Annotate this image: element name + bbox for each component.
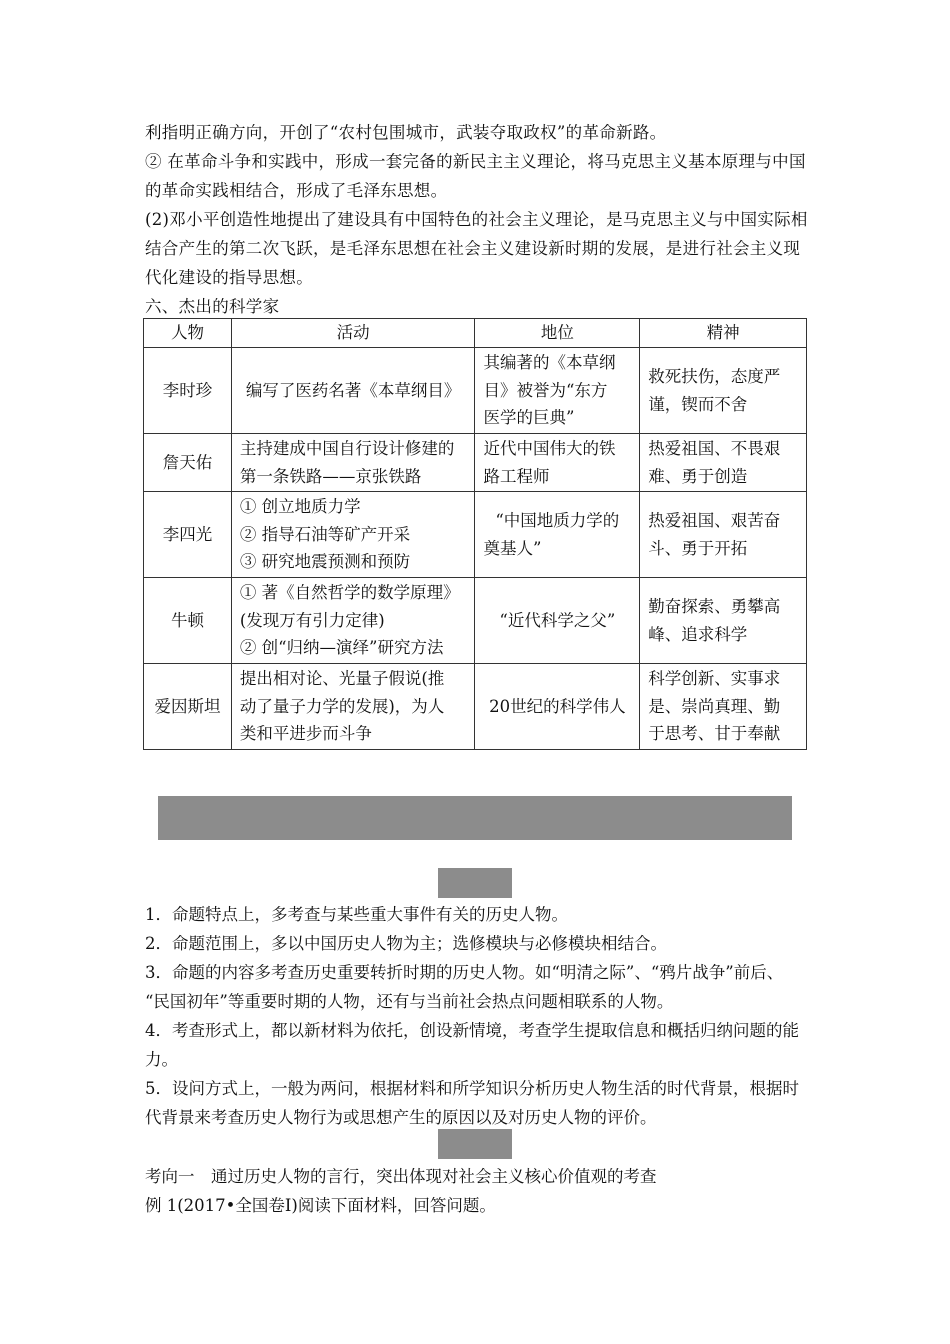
- status-line: 20世纪的科学伟人: [489, 696, 626, 716]
- spirit-cell: [640, 492, 807, 578]
- intro-line: 的革命实践相结合，形成了毛泽东思想。: [145, 181, 448, 200]
- scientists-table: [143, 318, 807, 750]
- intro-line: 代化建设的指导思想。: [145, 268, 313, 287]
- list-item: 2．命题范围上，多以中国历史人物为主；选修模块与必修模块相结合。: [145, 934, 667, 953]
- spirit-cell: [640, 434, 807, 492]
- activity-line: 编写了医药名著《本草纲目》: [245, 380, 461, 400]
- spirit-cell: [640, 578, 807, 664]
- status-line: “中国地质力学的: [495, 511, 620, 530]
- example-heading: 例 1(2017•全国卷Ⅰ)阅读下面材料，回答问题。: [145, 1196, 496, 1215]
- list-item: 5．设问方式上，一般为两问，根据材料和所学知识分析历史人物生活的时代背景，根据时: [145, 1079, 799, 1098]
- list-item: 代背景来考查历史人物行为或思想产生的原因以及对历史人物的评价。: [145, 1108, 657, 1127]
- table-row: [144, 664, 807, 750]
- list-item: 4．考查形式上，都以新材料为依托，创设新情境，考查学生提取信息和概括归纳问题的能: [145, 1021, 799, 1040]
- activity-cell: [231, 578, 475, 664]
- activity-line: ① 著《自然哲学的数学原理》: [239, 583, 460, 603]
- activity-line: ② 指导石油等矿产开采: [239, 524, 411, 544]
- spirit-line: 救死扶伤，态度严: [648, 367, 781, 386]
- header-cell: 人物: [144, 319, 232, 348]
- direction-heading: 考向一 通过历史人物的言行，突出体现对社会主义核心价值观的考查: [145, 1167, 657, 1186]
- intro-line: 利指明正确方向，开创了“农村包围城市，武装夺取政权”的革命新路。: [145, 123, 667, 142]
- activity-cell: [231, 434, 475, 492]
- name-cell: 李四光: [144, 492, 232, 578]
- header-cell: 精神: [640, 319, 807, 348]
- spirit-line: 科学创新、实事求: [648, 669, 781, 689]
- list-item: 3．命题的内容多考查历史重要转折时期的历史人物。如“明清之际”、“鸦片战争”前后、: [145, 963, 784, 982]
- example-section: [145, 1162, 810, 1220]
- spirit-line: 难、勇于创造: [648, 466, 748, 486]
- section-banner: [158, 796, 792, 840]
- spirit-line: 是、崇尚真理、勤: [648, 696, 781, 716]
- status-line: 医学的巨典”: [483, 408, 575, 428]
- activity-line: ② 创“归纳—演绎”研究方法: [239, 638, 444, 658]
- table-row: [144, 434, 807, 492]
- activity-cell: [231, 492, 475, 578]
- status-line: 近代中国伟大的铁: [483, 439, 616, 458]
- intro-line: (2)邓小平创造性地提出了建设具有中国特色的社会主义理论，是马克思主义与中国实际相: [145, 210, 808, 229]
- spirit-cell: [640, 664, 807, 750]
- status-line: 其编著的《本草纲: [483, 353, 616, 373]
- exam-points-list: [145, 900, 810, 1132]
- section-heading: 六、杰出的科学家: [145, 297, 280, 316]
- name-cell: 爱因斯坦: [144, 664, 232, 750]
- spirit-line: 热爱祖国、艰苦奋: [648, 511, 781, 530]
- header-cell: 地位: [475, 319, 640, 348]
- status-line: 路工程师: [483, 466, 550, 486]
- activity-cell: [231, 348, 475, 434]
- spirit-line: 于思考、甘于奉献: [648, 724, 781, 744]
- status-cell: [475, 664, 640, 750]
- activity-line: 动了量子力学的发展)，为人: [239, 696, 445, 716]
- spirit-line: 谨，锲而不舍: [648, 394, 748, 414]
- spirit-line: 峰、追求科学: [648, 624, 748, 644]
- list-item: “民国初年”等重要时期的人物，还有与当前社会热点问题相联系的人物。: [145, 992, 674, 1011]
- activity-line: ① 创立地质力学: [239, 497, 361, 517]
- status-line: 目》被誉为“东方: [483, 380, 608, 400]
- status-cell: [475, 578, 640, 664]
- header-cell: 活动: [231, 319, 475, 348]
- status-cell: [475, 348, 640, 434]
- activity-cell: [231, 664, 475, 750]
- status-line: “近代科学之父”: [499, 610, 616, 630]
- spirit-line: 勤奋探索、勇攀高: [648, 597, 781, 616]
- intro-text: [145, 118, 810, 321]
- name-cell: 李时珍: [144, 348, 232, 434]
- table-row: [144, 492, 807, 578]
- activity-line: (发现万有引力定律): [239, 610, 385, 630]
- table-row: [144, 578, 807, 664]
- activity-line: ③ 研究地震预测和预防: [239, 552, 411, 572]
- status-line: 奠基人”: [483, 538, 542, 558]
- list-item: 1．命题特点上，多考查与某些重大事件有关的历史人物。: [145, 905, 568, 924]
- section-label-box: [438, 868, 512, 898]
- intro-line: 结合产生的第二次飞跃，是毛泽东思想在社会主义建设新时期的发展，是进行社会主义现: [145, 239, 801, 258]
- spirit-line: 热爱祖国、不畏艰: [648, 439, 781, 458]
- name-cell: 牛顿: [144, 578, 232, 664]
- list-item: 力。: [145, 1050, 178, 1069]
- activity-line: 第一条铁路——京张铁路: [239, 466, 422, 486]
- table-header-row: [144, 319, 807, 348]
- activity-line: 提出相对论、光量子假说(推: [239, 669, 445, 689]
- activity-line: 主持建成中国自行设计修建的: [239, 439, 455, 458]
- status-cell: [475, 492, 640, 578]
- intro-line: ② 在革命斗争和实践中，形成一套完备的新民主主义理论，将马克思主义基本原理与中国: [145, 152, 806, 171]
- name-cell: 詹天佑: [144, 434, 232, 492]
- spirit-cell: [640, 348, 807, 434]
- spirit-line: 斗、勇于开拓: [648, 538, 748, 558]
- table-row: [144, 348, 807, 434]
- status-cell: [475, 434, 640, 492]
- activity-line: 类和平进步而斗争: [239, 724, 372, 744]
- section-label-box: [438, 1129, 512, 1159]
